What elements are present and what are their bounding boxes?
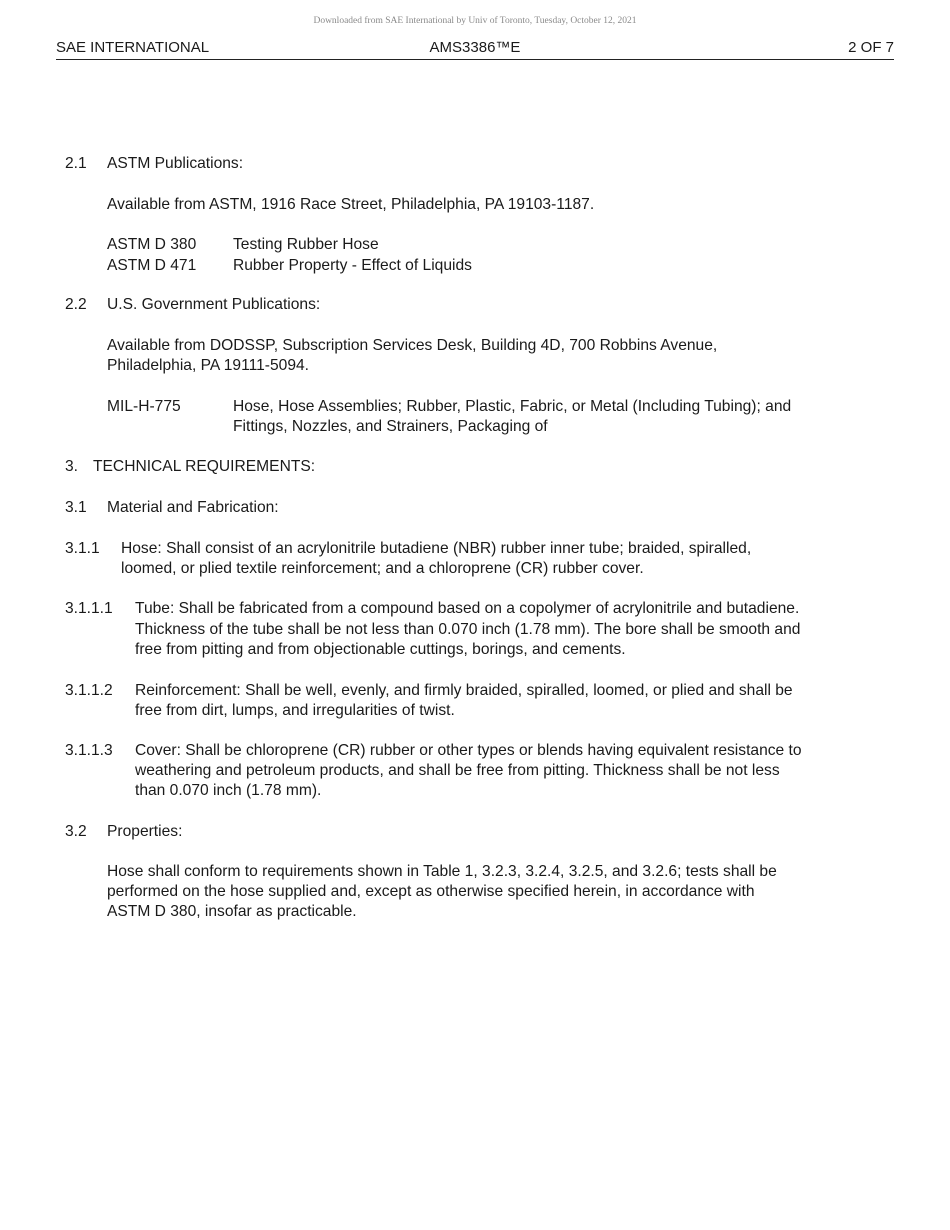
reference-title: Hose, Hose Assemblies; Rubber, Plastic, Fabric, or Metal (Including Tubing); and [233,398,792,415]
publisher-name: SAE INTERNATIONAL [56,39,210,56]
section-number: 3.1.1.2 [65,682,113,699]
page-number: 2 OF 7 [848,39,894,56]
section-title: ASTM Publications: [107,155,244,172]
reference-title: Rubber Property - Effect of Liquids [233,257,472,274]
document-id: AMS3386™E [429,39,521,56]
paragraph-line: free from dirt, lumps, and irregularities of twist. [135,702,455,719]
section-title: Material and Fabrication: [107,499,279,516]
section-number: 3.1 [65,499,87,516]
paragraph-line: free from pitting and from objectionable cuttings, borings, and cements. [135,641,626,658]
section-title: U.S. Government Publications: [107,296,321,313]
paragraph-line: Tube: Shall be fabricated from a compound based on a copolymer of acrylonitrile and butadiene. [135,600,800,617]
paragraph-line: Hose: Shall consist of an acrylonitrile butadiene (NBR) rubber inner tube; braided, spiralled, [121,540,752,557]
download-watermark: Downloaded from SAE International by Univ of Toronto, Tuesday, October 12, 2021 [313,16,637,26]
paragraph-line: performed on the hose supplied and, except as otherwise specified herein, in accordance with [107,883,755,900]
paragraph-line: Thickness of the tube shall be not less than 0.070 inch (1.78 mm). The bore shall be smooth and [135,621,801,638]
section-number: 3.1.1 [65,540,100,557]
availability-text: Philadelphia, PA 19111-5094. [107,357,310,374]
section-number: 2.1 [65,155,87,172]
section-title: TECHNICAL REQUIREMENTS: [93,458,316,475]
reference-code: MIL-H-775 [107,398,181,415]
reference-code: ASTM D 471 [107,257,197,274]
section-title: Properties: [107,823,183,840]
section-number: 3.1.1.3 [65,742,113,759]
paragraph-line: than 0.070 inch (1.78 mm). [135,782,322,799]
section-number: 3. [65,458,79,475]
section-number: 3.1.1.1 [65,600,113,617]
page-header [56,39,894,60]
paragraph-line: Hose shall conform to requirements shown in Table 1, 3.2.3, 3.2.4, 3.2.5, and 3.2.6; tests shall be [107,863,777,880]
paragraph-line: weathering and petroleum products, and shall be free from pitting. Thickness shall be not less [135,762,780,779]
availability-text: Available from DODSSP, Subscription Services Desk, Building 4D, 700 Robbins Avenue, [107,337,718,354]
paragraph-line: ASTM D 380, insofar as practicable. [107,903,357,920]
paragraph-line: Cover: Shall be chloroprene (CR) rubber or other types or blends having equivalent resistance to [135,742,802,759]
availability-text: Available from ASTM, 1916 Race Street, Philadelphia, PA 19103-1187. [107,196,595,213]
paragraph-line: Reinforcement: Shall be well, evenly, and firmly braided, spiralled, loomed, or plied and shall be [135,682,793,699]
reference-title: Testing Rubber Hose [233,236,379,253]
reference-title: Fittings, Nozzles, and Strainers, Packaging of [233,418,548,435]
section-number: 2.2 [65,296,87,313]
reference-code: ASTM D 380 [107,236,197,253]
paragraph-line: loomed, or plied textile reinforcement; and a chloroprene (CR) rubber cover. [121,560,644,577]
section-number: 3.2 [65,823,87,840]
